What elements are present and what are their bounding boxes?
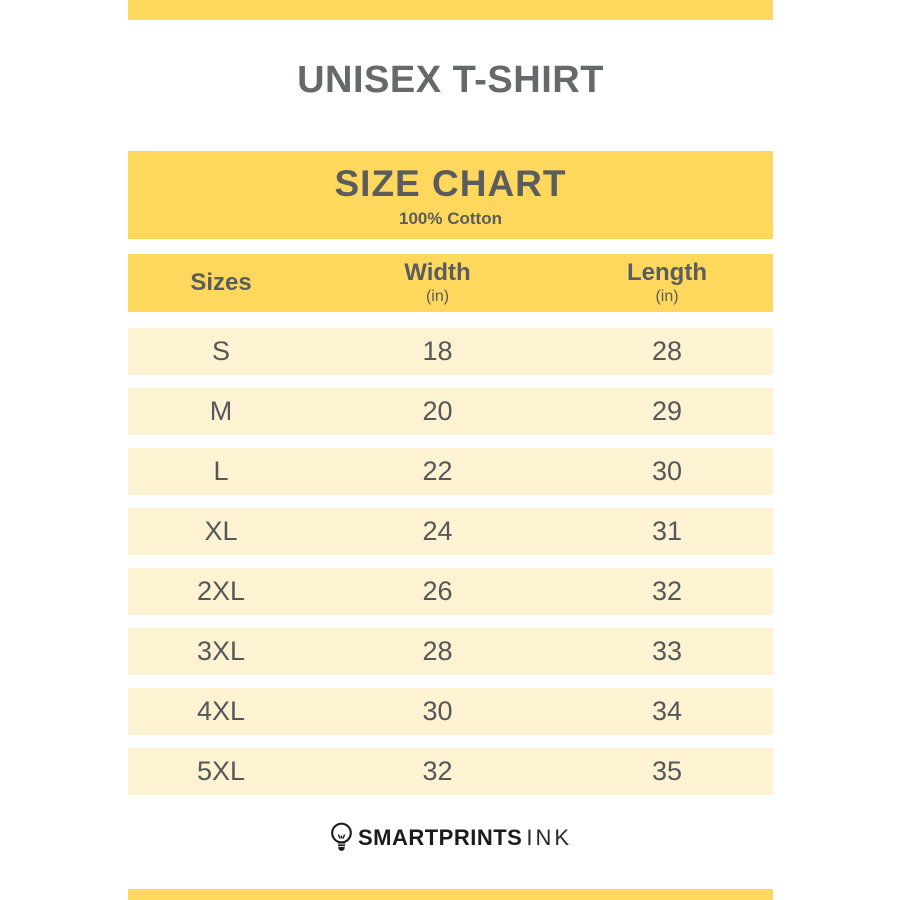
length-cell: 29 xyxy=(651,396,683,426)
bottom-accent-bar xyxy=(128,889,773,900)
size-table-row xyxy=(128,508,773,555)
length-cell: 30 xyxy=(651,456,683,486)
size-cell: XL xyxy=(204,516,238,546)
length-cell: 35 xyxy=(651,756,683,786)
size-chart-banner xyxy=(128,151,773,239)
banner-title: SIZE CHART xyxy=(334,163,567,204)
width-cell: 22 xyxy=(422,456,453,486)
banner-subtitle: 100% Cotton xyxy=(399,208,502,228)
width-cell: 28 xyxy=(422,636,453,666)
width-cell: 26 xyxy=(422,576,453,606)
size-table-row xyxy=(128,328,773,375)
width-cell: 32 xyxy=(422,756,453,786)
column-label: Length xyxy=(627,259,707,287)
size-cell: 2XL xyxy=(196,576,246,606)
size-table-row xyxy=(128,688,773,735)
brand-name-bold: SMARTPRINTS xyxy=(357,825,523,850)
size-cell: 3XL xyxy=(196,636,246,666)
length-cell: 34 xyxy=(651,696,683,726)
column-header-length xyxy=(561,260,773,306)
column-unit: (in) xyxy=(655,287,679,305)
lightbulb-icon xyxy=(329,821,354,855)
length-cell: 33 xyxy=(651,636,683,666)
size-table-row xyxy=(128,748,773,795)
size-cell: 4XL xyxy=(196,696,246,726)
size-table-row xyxy=(128,388,773,435)
length-cell: 32 xyxy=(651,576,683,606)
size-cell: M xyxy=(209,396,233,426)
length-cell: 31 xyxy=(651,516,683,546)
width-cell: 30 xyxy=(422,696,453,726)
size-table-row xyxy=(128,628,773,675)
table-header-row xyxy=(128,254,773,312)
column-unit: (in) xyxy=(425,287,450,305)
column-header-sizes xyxy=(128,270,314,296)
size-cell: 5XL xyxy=(196,756,246,786)
column-header-width xyxy=(314,260,561,306)
brand-name-light: INK xyxy=(526,825,573,850)
top-accent-bar xyxy=(128,0,773,20)
column-label: Sizes xyxy=(190,268,252,296)
column-label: Width xyxy=(404,259,471,287)
width-cell: 20 xyxy=(422,396,453,426)
size-table-row xyxy=(128,448,773,495)
size-cell: L xyxy=(213,456,229,486)
size-table-body xyxy=(128,328,773,808)
page-title: UNISEX T-SHIRT xyxy=(297,59,604,101)
width-cell: 18 xyxy=(422,336,453,366)
brand-footer xyxy=(128,818,773,858)
length-cell: 28 xyxy=(651,336,683,366)
size-table-row xyxy=(128,568,773,615)
width-cell: 24 xyxy=(422,516,453,546)
size-cell: S xyxy=(211,336,230,366)
